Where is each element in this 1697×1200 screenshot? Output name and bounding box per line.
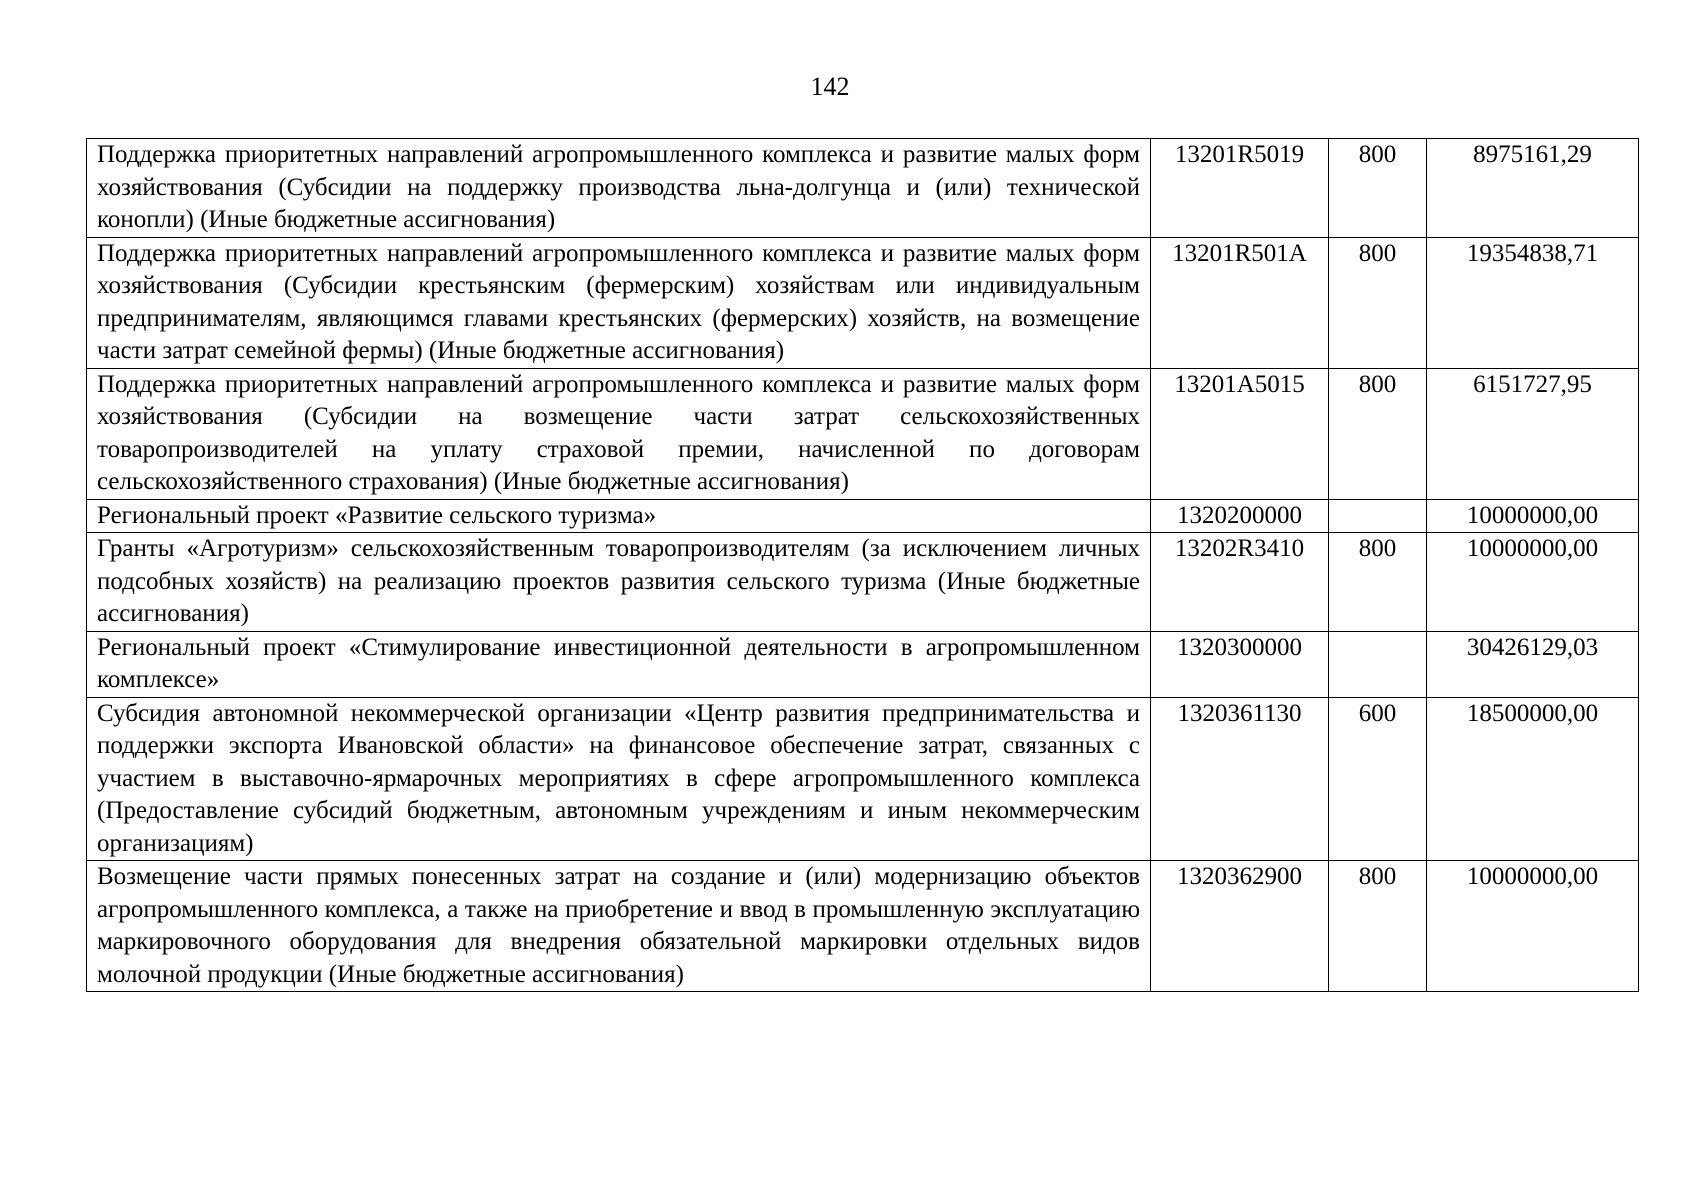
table-row [87,368,1639,499]
row-expense-type: 800 [1329,533,1427,632]
row-amount: 30426129,03 [1427,631,1639,697]
row-target-code: 1320361130 [1151,697,1329,861]
row-amount: 8975161,29 [1427,139,1639,238]
table-row [87,861,1639,992]
row-amount: 19354838,71 [1427,237,1639,368]
row-target-code: 1320362900 [1151,861,1329,992]
row-expense-type: 800 [1329,861,1427,992]
table-row [87,499,1639,533]
row-amount: 10000000,00 [1427,533,1639,632]
page-number: 142 [810,72,850,101]
table-row [87,533,1639,632]
row-expense-type [1329,499,1427,533]
row-description: Субсидия автономной некоммерческой организации «Центр развития предпринимательства и поддержки экспорта Ивановской области» на финансовое обеспечение затрат, связанных с участием в выставочно-ярмарочных мероприятиях в сфере агропромышленного комплекса (Предоставление субсидий бюджетным, автономным учреждениям и иным некоммерческим организациям) [87,697,1151,861]
row-description: Возмещение части прямых понесенных затрат на создание и (или) модернизацию объектов агропромышленного комплекса, а также на приобретение и ввод в промышленную эксплуатацию маркировочного оборудования для внедрения обязательной маркировки отдельных видов молочной продукции (Иные бюджетные ассигнования) [87,861,1151,992]
row-target-code: 13201R501A [1151,237,1329,368]
row-expense-type [1329,631,1427,697]
row-target-code: 13202R3410 [1151,533,1329,632]
budget-table [86,138,1639,992]
row-amount: 18500000,00 [1427,697,1639,861]
row-description: Поддержка приоритетных направлений агропромышленного комплекса и развитие малых форм хозяйствования (Субсидии на поддержку производства льна-долгунца и (или) технической конопли) (Иные бюджетные ассигнования) [87,139,1151,238]
row-target-code: 1320300000 [1151,631,1329,697]
row-description: Поддержка приоритетных направлений агропромышленного комплекса и развитие малых форм хозяйствования (Субсидии на возмещение части затрат сельскохозяйственных товаропроизводителей на уплату страховой премии, начисленной по договорам сельскохозяйственного страхования) (Иные бюджетные ассигнования) [87,368,1151,499]
row-description: Гранты «Агротуризм» сельскохозяйственным товаропроизводителям (за исключением личных подсобных хозяйств) на реализацию проектов развития сельского туризма (Иные бюджетные ассигнования) [87,533,1151,632]
row-expense-type: 800 [1329,368,1427,499]
row-amount: 10000000,00 [1427,499,1639,533]
row-expense-type: 600 [1329,697,1427,861]
row-amount: 6151727,95 [1427,368,1639,499]
row-expense-type: 800 [1329,237,1427,368]
row-description: Поддержка приоритетных направлений агропромышленного комплекса и развитие малых форм хозяйствования (Субсидии крестьянским (фермерским) хозяйствам или индивидуальным предпринимателям, являющимся главами крестьянских (фермерских) хозяйств, на возмещение части затрат семейной фермы) (Иные бюджетные ассигнования) [87,237,1151,368]
row-expense-type: 800 [1329,139,1427,238]
row-description: Региональный проект «Стимулирование инвестиционной деятельности в агропромышленном комплексе» [87,631,1151,697]
row-target-code: 13201R5019 [1151,139,1329,238]
table-row [87,631,1639,697]
table-row [87,237,1639,368]
table-row [87,139,1639,238]
row-target-code: 1320200000 [1151,499,1329,533]
row-description: Региональный проект «Развитие сельского туризма» [87,499,1151,533]
row-target-code: 13201A5015 [1151,368,1329,499]
row-amount: 10000000,00 [1427,861,1639,992]
table-row [87,697,1639,861]
